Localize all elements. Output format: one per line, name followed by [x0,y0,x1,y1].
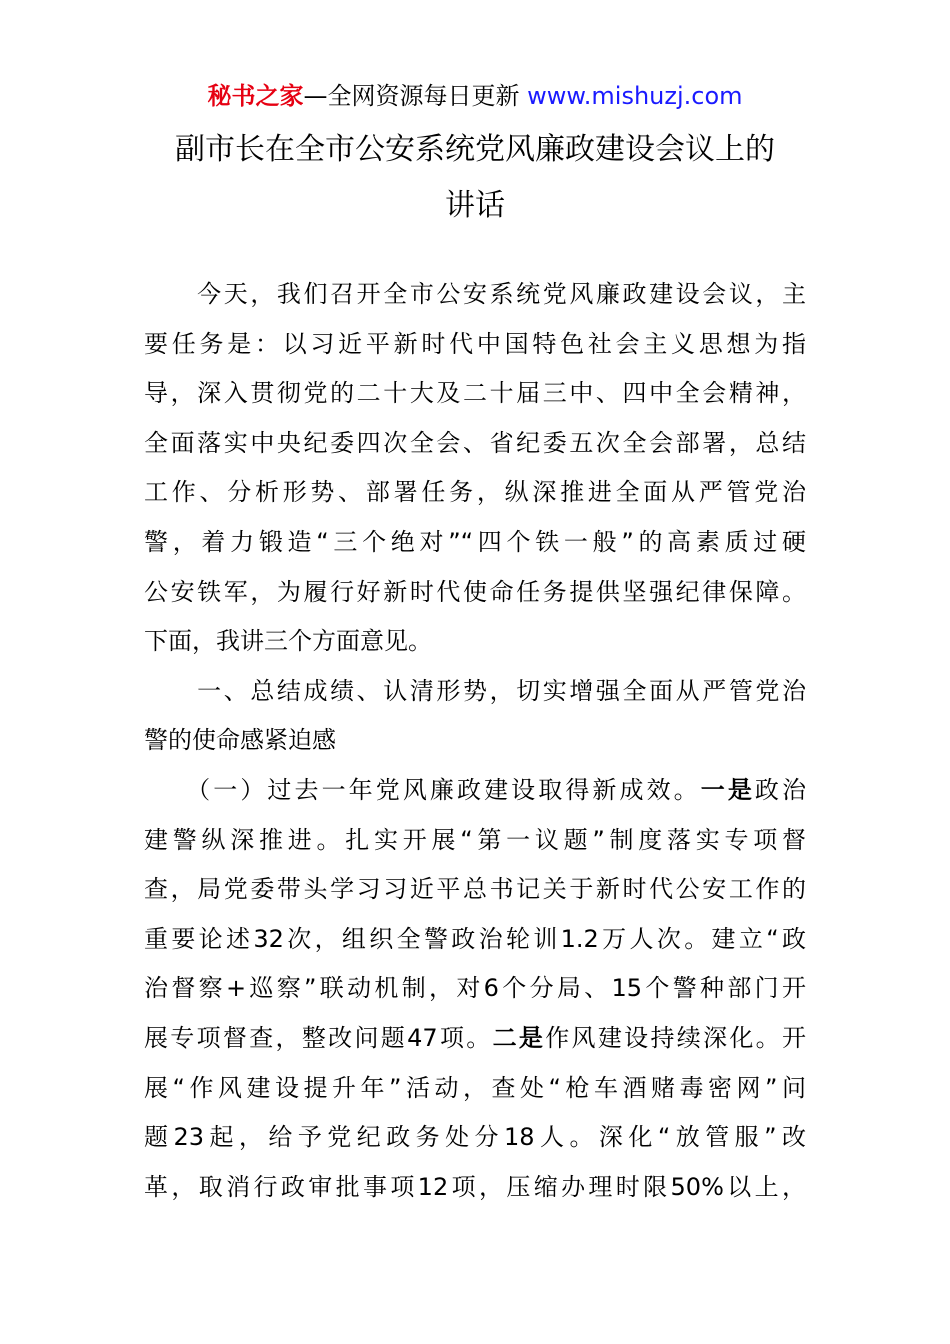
document-body [144,270,806,1212]
body-line: 警，着力锻造“三个绝对”“四个铁一般”的高素质过硬 [144,527,806,556]
body-line-mixed [144,766,806,816]
body-line: 全面落实中央纪委四次全会、省纪委五次全会部署，总结 [144,428,806,457]
body-line: 今天，我们召开全市公安系统党风廉政建设会议，主 [144,280,806,308]
title-line-1: 副市长在全市公安系统党风廉政建设会议上的 [175,132,775,167]
bold-marker: 二是 [492,1023,546,1052]
body-line: 展“作风建设提升年”活动，查处“枪车酒赌毒密网”问 [144,1073,806,1102]
body-line: 建警纵深推进。扎实开展“第一议题”制度落实专项督 [144,825,806,854]
header-tagline: —全网资源每日更新 [303,82,528,110]
subsection-heading: （一）过去一年党风廉政建设取得新成效。 [144,775,701,804]
site-url-link[interactable]: www.mishuzj.com [527,82,743,110]
document-title [100,122,850,234]
body-line: 要任务是：以习近平新时代中国特色社会主义思想为指 [144,329,806,358]
body-line-mixed [144,1014,806,1064]
body-text-run: 政治 [754,775,807,804]
brand-name: 秘书之家 [207,82,304,110]
body-line: 查，局党委带头学习习近平总书记关于新时代公安工作的 [144,875,806,904]
body-line: 革，取消行政审批事项12项，压缩办理时限50%以上， [144,1172,806,1201]
section-heading-line: 警的使命感紧迫感 [144,726,336,755]
body-line: 题23起，给予党纪政务处分18人。深化“放管服”改 [144,1123,806,1152]
site-header [0,78,950,114]
body-line: 治督察+巡察”联动机制，对6个分局、15个警种部门开 [144,974,806,1003]
body-line: 重要论述32次，组织全警政治轮训1.2万人次。建立“政 [144,924,806,953]
section-heading-line: 一、总结成绩、认清形势，切实增强全面从严管党治 [144,676,806,705]
title-line-2: 讲话 [445,188,505,223]
body-line: 下面，我讲三个方面意见。 [144,627,432,656]
body-text-run: 作风建设持续深化。开 [545,1023,806,1052]
body-line: 公安铁军，为履行好新时代使命任务提供坚强纪律保障。 [144,577,806,606]
body-text-run: 展专项督查，整改问题47项。 [144,1023,493,1052]
body-line: 导，深入贯彻党的二十大及二十届三中、四中全会精神， [144,379,806,408]
bold-marker: 一是 [700,775,755,804]
body-line: 工作、分析形势、部署任务，纵深推进全面从严管党治 [144,478,806,507]
